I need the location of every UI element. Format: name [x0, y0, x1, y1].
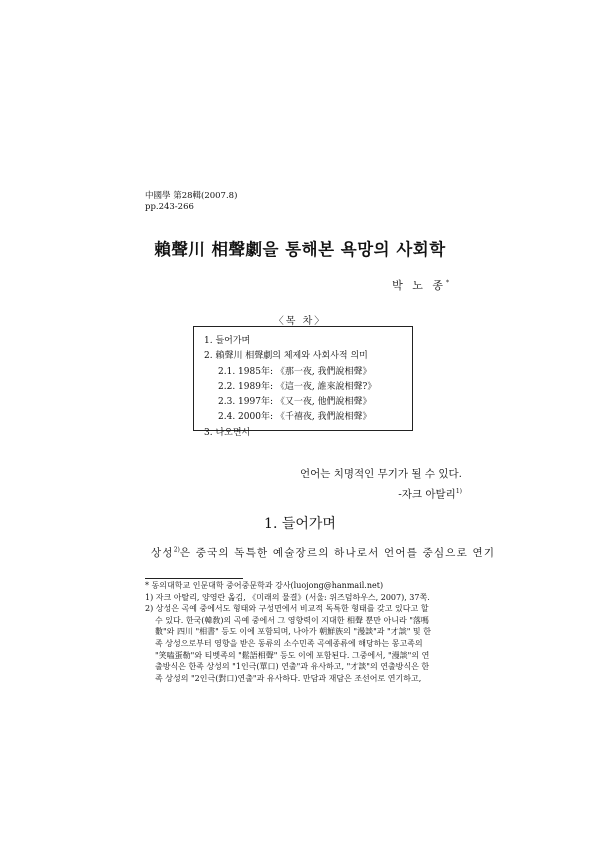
paper-title: 賴聲川 相聲劇을 통해본 욕망의 사회학 [154, 240, 446, 259]
footnote-line: 2) 상성은 곡예 중에서도 형태와 구성면에서 비교적 독특한 형태를 갖고 있다고 할 [145, 604, 429, 614]
toc-item: 2.3. 1997年: 《又一夜, 他們說相聲》 [218, 397, 372, 408]
author-name: 박 노 종 [392, 279, 446, 292]
section-heading: 1. 들어가며 [264, 516, 336, 532]
footnote-line: 수 있다. 한국(韓敎)의 곡예 중에서 그 영향력이 지대한 相聲 뿐만 아니라 "落嗎 [155, 615, 429, 625]
toc-item: 3. 나오면서 [204, 427, 251, 438]
footnote-line: * 동의대학교 인문대학 중어중문학과 강사(luojong@hanmail.net) [145, 581, 384, 590]
journal-pages: pp.243-266 [145, 202, 194, 212]
author [392, 277, 449, 293]
body-note-mark: 2) [173, 546, 180, 554]
footnote-line: 1) 자크 아탈리, 양영란 옮김, 《미래의 물결》(서울: 위즈덤하우스, 2007), 37쪽. [145, 592, 430, 602]
journal-info [145, 191, 237, 213]
toc-heading: 〈목 차〉 [273, 316, 327, 327]
footnote-line: 출방식은 한족 상성의 "1인극(單口) 연출"과 유사하고, "才談"의 연출방식은 한 [155, 662, 430, 672]
footnote-line: "笑嗑蛋勒"와 티벳족의 "鬆語相聲" 등도 이에 포함된다. 그중에서, "漫談"의 연 [155, 650, 430, 660]
table-of-contents [193, 326, 413, 438]
journal-volume: 中國學 第28輯(2007.8) [145, 191, 238, 201]
footnote-divider [145, 578, 243, 579]
toc-item: 2.4. 2000年: 《千禧夜, 我們說相聲》 [218, 412, 372, 423]
epigraph [300, 466, 462, 504]
footnote-line: 數"와 四川 "相書" 등도 이에 포함되며, 나아가 朝鮮族의 "漫談"과 "才談" 및 한 [155, 627, 431, 637]
toc-list [204, 334, 376, 441]
epigraph-attribution: -자크 아탈리$^{1)}$ [398, 488, 462, 501]
epigraph-note-mark: 1) [455, 488, 462, 495]
body-paragraph: 상성$^{2)}$은 중국의 독특한 예술장르의 하나로서 언어를 중심으로 연기 [151, 546, 496, 559]
toc-item: 2.1. 1985年: 《那一夜, 我們說相聲》 [218, 366, 372, 377]
footnotes [145, 580, 465, 684]
footnote-line: 족 상성으로부터 영향을 받은 동류의 소수민족 곡예종류에 해당하는 몽고족의 [155, 638, 423, 648]
author-footnote-mark: * [446, 279, 449, 287]
toc-item: 2.2. 1989年: 《這一夜, 誰來說相聲?》 [218, 381, 377, 392]
toc-item: 2. 賴聲川 相聲劇의 체제와 사회사적 의미 [204, 351, 368, 362]
footnote-line: 족 상성의 "2인극(對口)연출"과 유사하다. 만담과 재담은 조선어로 연기하고, [155, 673, 422, 683]
epigraph-quote: 언어는 치명적인 무기가 될 수 있다. [299, 468, 462, 480]
toc-item: 1. 들어가며 [204, 336, 251, 346]
